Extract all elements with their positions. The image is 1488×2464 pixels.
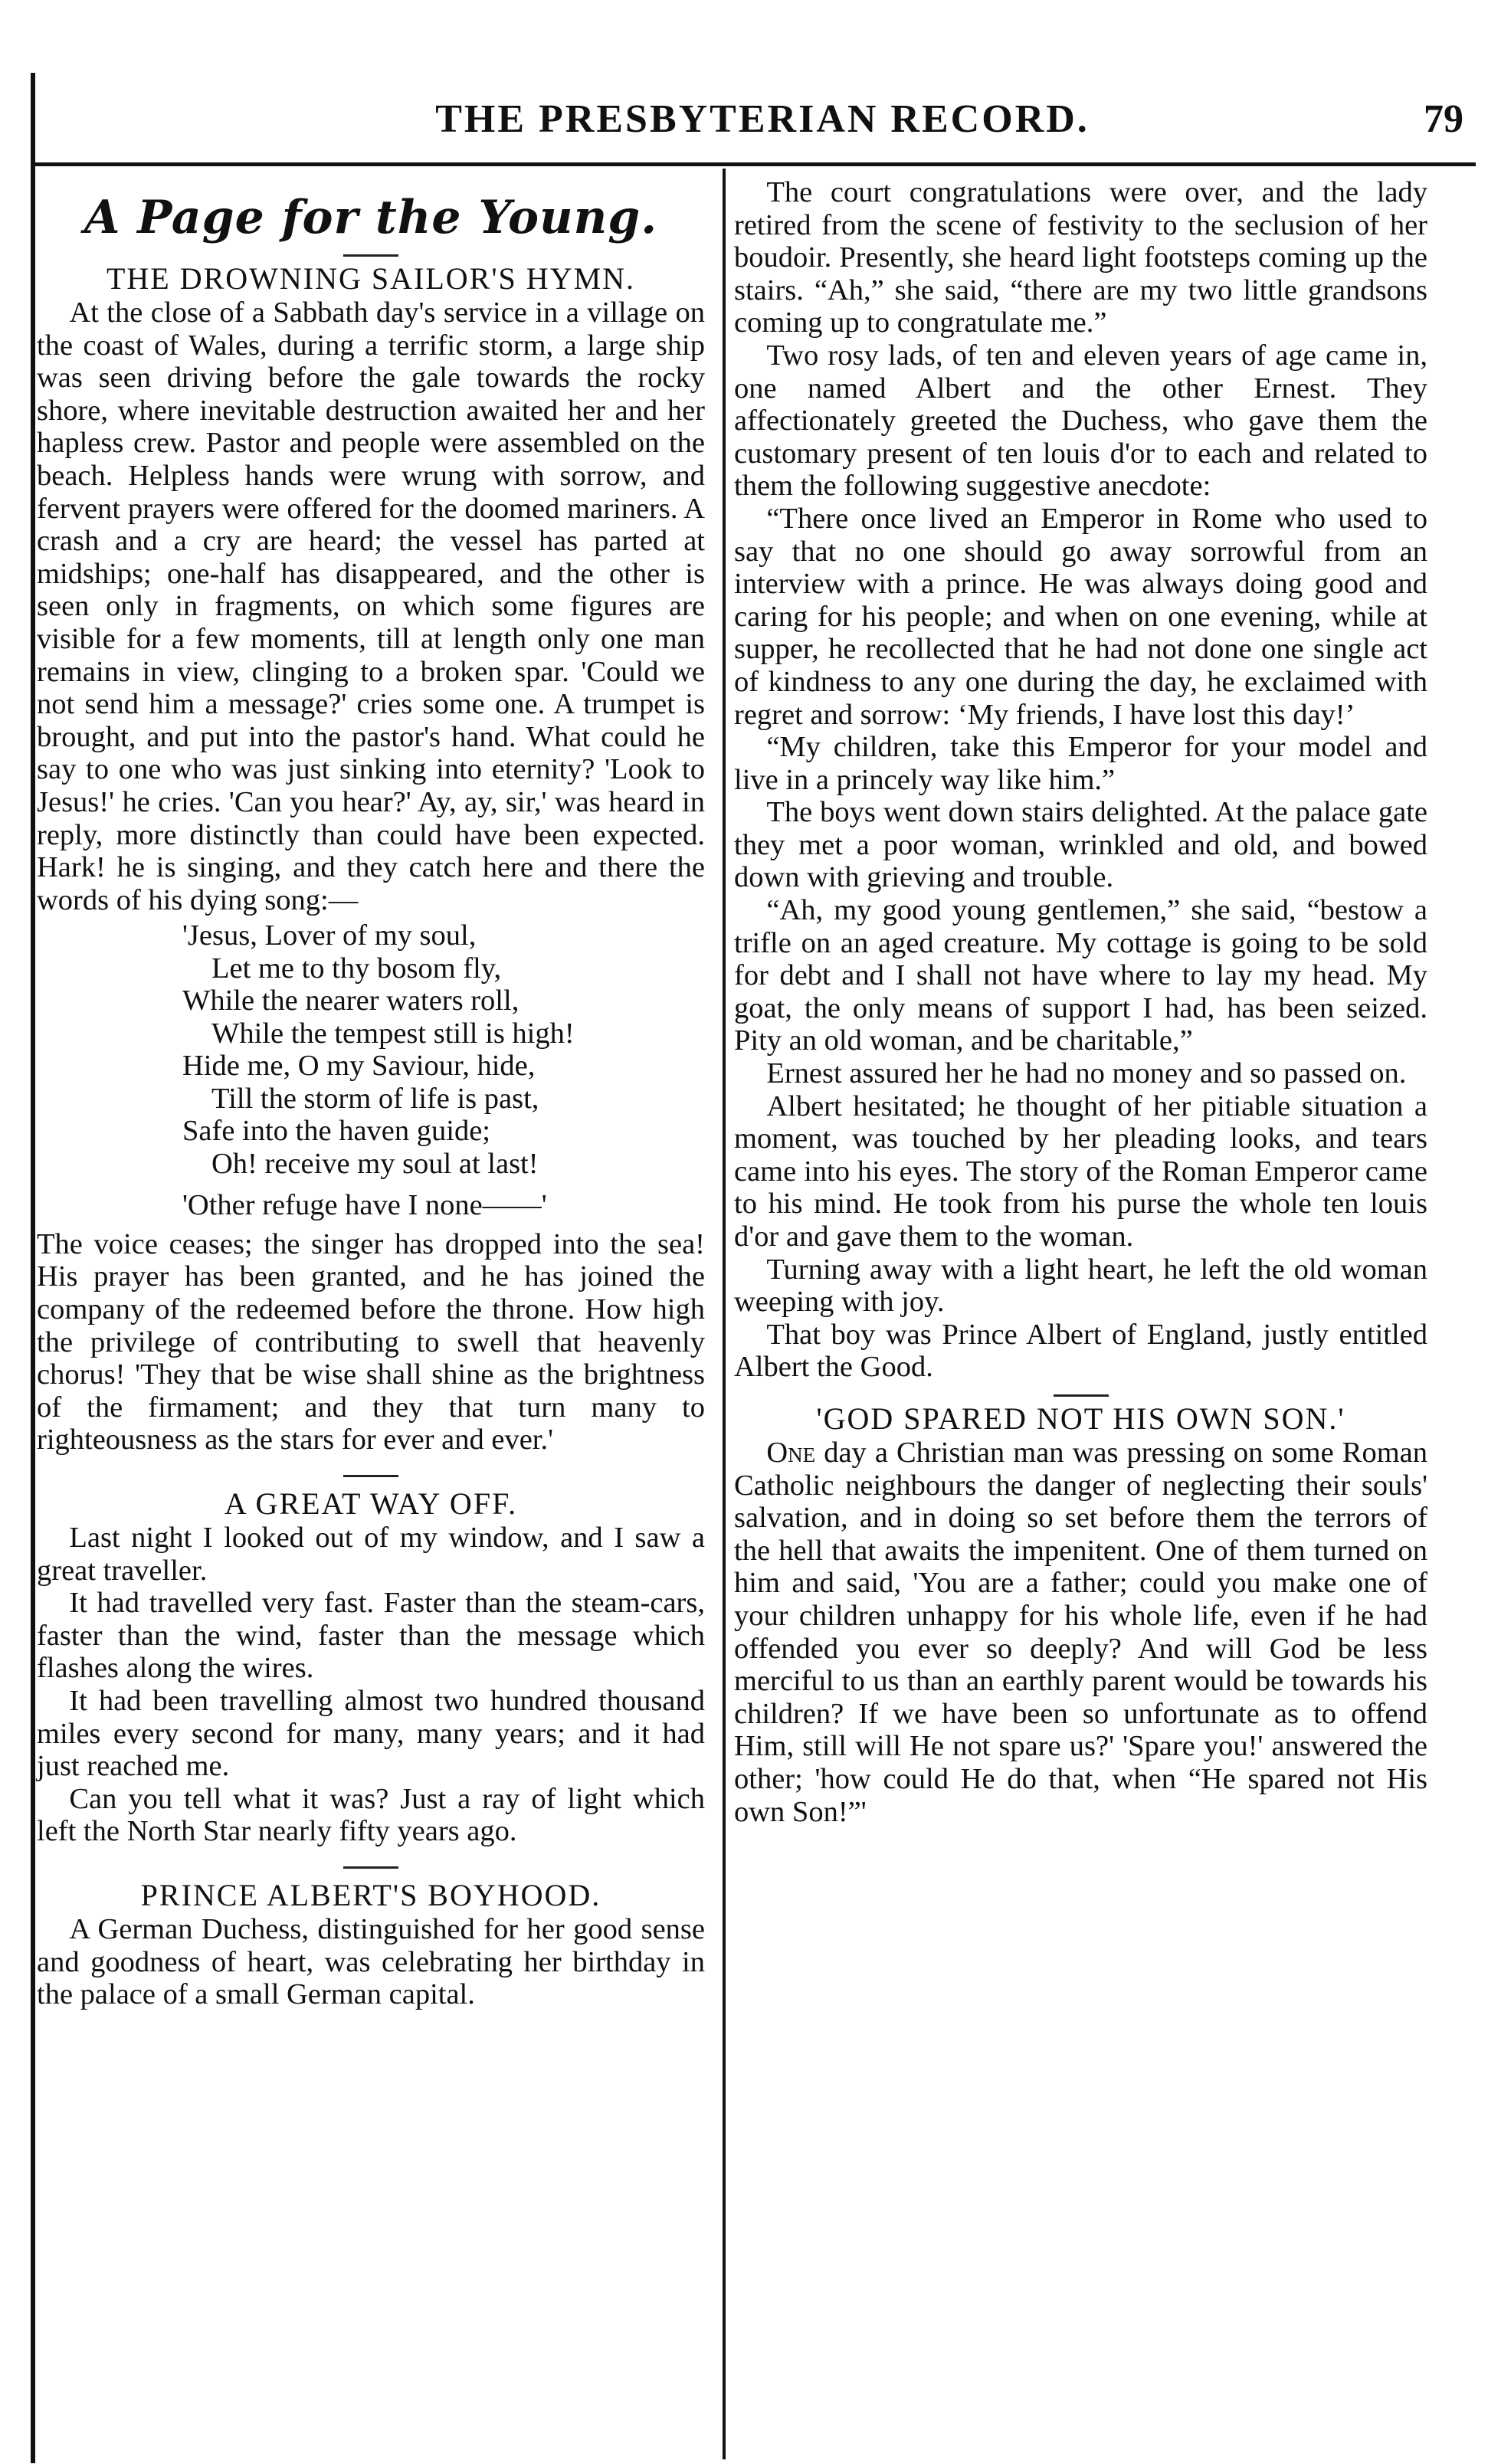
article-heading-god-spared: 'GOD SPARED NOT HIS OWN SON.' [816, 1401, 1345, 1436]
short-rule [343, 1475, 398, 1477]
page-header [61, 97, 1463, 152]
hymn-line: While the tempest still is high! [211, 1017, 575, 1050]
article-paragraph: “There once lived an Emperor in Rome who used to say that no one should go away sorrowful from an interview with a prince. He was always doing good and caring for his people; and when on one evening, while at supper, he recollected that he had not done one single act of kindness to any one during the day, he exclaimed with regret and sorrow: ‘My friends, I have lost this day!’ [734, 502, 1427, 731]
hymn-line: While the nearer waters roll, [182, 985, 519, 1017]
right-column [734, 176, 1427, 1828]
short-rule [343, 254, 398, 257]
article-heading-drowning-sailor: THE DROWNING SAILOR'S HYMN. [106, 261, 636, 296]
article-paragraph: A German Duchess, distinguished for her good sense and goodness of heart, was celebrating her birthday in the palace of a small German capital. [37, 1912, 705, 2011]
section-title: A Page for the Young. [84, 191, 658, 244]
hymn-line: Safe into the haven guide; [182, 1115, 490, 1148]
article-paragraph: Turning away with a light heart, he left the old woman weeping with joy. [734, 1253, 1427, 1319]
hymn-line: Till the storm of life is past, [211, 1082, 539, 1115]
hymn-last-line: 'Other refuge have I none——' [182, 1189, 547, 1222]
article-paragraph: Ernest assured her he had no money and so passed on. [766, 1057, 1407, 1090]
article-paragraph: “My children, take this Emperor for your model and live in a princely way like him.” [734, 731, 1427, 796]
article-paragraph: It had been travelling almost two hundred thousand miles every second for many, many years; and it had just reached me. [37, 1685, 705, 1783]
header-rule [35, 162, 1476, 166]
opening-word: One [766, 1436, 816, 1469]
article-heading-great-way-off: A GREAT WAY OFF. [224, 1486, 518, 1522]
hymn-line: 'Jesus, Lover of my soul, [182, 919, 477, 952]
article-paragraph: It had travelled very fast. Faster than the steam-cars, faster than the wind, faster than the message which flashes along the wires. [37, 1587, 705, 1685]
short-rule [1054, 1394, 1109, 1397]
article-paragraph: Albert hesitated; he thought of her pitiable situation a moment, was touched by her pleading looks, and tears came into his eyes. The story of the Roman Emperor came to his mind. He took from his purse the whole ten louis d'or and gave them to the woman. [734, 1089, 1427, 1253]
hymn-stanza [182, 919, 705, 1180]
article-paragraph: “Ah, my good young gentlemen,” she said, “bestow a trifle on an aged creature. My cottage is going to be sold for debt and I shall not have where to lay my head. My goat, the only means of support I had, has been seized. Pity an old woman, and be charitable,” [734, 894, 1427, 1057]
hymn-line: Hide me, O my Saviour, hide, [182, 1050, 536, 1083]
article-paragraph: The court congratulations were over, and the lady retired from the scene of festivity to the seclusion of her boudoir. Presently, she heard light footsteps coming up the stairs. “Ah,” she said, “there are my two little grandsons coming up to congratulate me.” [734, 176, 1427, 339]
article-paragraph: Two rosy lads, of ten and eleven years of age came in, one named Albert and the other Ernest. They affectionately greeted the Duchess, who gave them the customary present of ten louis d'or to each and related to them the following suggestive anecdote: [734, 339, 1427, 503]
article-paragraph: The voice ceases; the singer has dropped into the sea! His prayer has been granted, and he has joined the company of the redeemed before the throne. How high the privilege of contributing to swell that heavenly chorus! 'They that be wise shall shine as the brightness of the firmament; and they that turn many to righteousness as the stars for ever and ever.' [37, 1227, 705, 1456]
article-paragraph: Last night I looked out of my window, and I saw a great traveller. [37, 1522, 705, 1587]
article-heading-prince-albert: PRINCE ALBERT'S BOYHOOD. [140, 1877, 601, 1912]
running-title: THE PRESBYTERIAN RECORD. [435, 97, 1090, 141]
article-text: day a Christian man was pressing on some Roman Catholic neighbours the danger of neglecting their souls' salvation, and in doing so set before them the terrors of the hell that awaits the impenitent. One of them turned on him and said, 'You are a father; could you make one of your children unhappy for his whole life, even if he had offended you ever so deeply? And will God be less merciful to us than an earthly parent would be towards his children? If we have been so unfortunate as to offend Him, still will He not spare us?' 'Spare you!' answered the other; 'how could He do that, when “He spared not His own Son!”' [734, 1436, 1427, 1828]
hymn-line: Let me to thy bosom fly, [211, 952, 502, 985]
left-column [37, 176, 705, 2011]
article-paragraph: That boy was Prince Albert of England, justly entitled Albert the Good. [734, 1318, 1427, 1384]
page-number: 79 [1424, 97, 1463, 141]
article-paragraph: Can you tell what it was? Just a ray of light which left the North Star nearly fifty years ago. [37, 1782, 705, 1848]
left-margin-rule [31, 73, 35, 2463]
article-paragraph: At the close of a Sabbath day's service in a village on the coast of Wales, during a terrific storm, a large ship was seen driving before the gale towards the rocky shore, where inevitable destruction awaited her and her hapless crew. Pastor and people were assembled on the beach. Helpless hands were wrung with sorrow, and fervent prayers were offered for the doomed mariners. A crash and a cry are heard; the vessel has parted at midships; one-half has disappeared, and the other is seen only in fragments, on which some figures are visible for a few moments, till at length only one man remains in view, clinging to a broken spar. 'Could we not send him a message?' cries some one. A trumpet is brought, and put into the pastor's hand. What could he say to one who was just sinking into eternity? 'Look to Jesus!' he cries. 'Can you hear?' Ay, ay, sir,' was heard in reply, more distinctly than could have been expected. Hark! he is singing, and they catch here and there the words of his dying song:— [37, 297, 705, 916]
article-paragraph [734, 1437, 1427, 1828]
short-rule [343, 1866, 398, 1869]
hymn-line: Oh! receive my soul at last! [211, 1147, 539, 1180]
article-paragraph: The boys went down stairs delighted. At the palace gate they met a poor woman, wrinkled and old, and bowed down with grieving and trouble. [734, 796, 1427, 894]
column-rule [723, 169, 726, 2459]
